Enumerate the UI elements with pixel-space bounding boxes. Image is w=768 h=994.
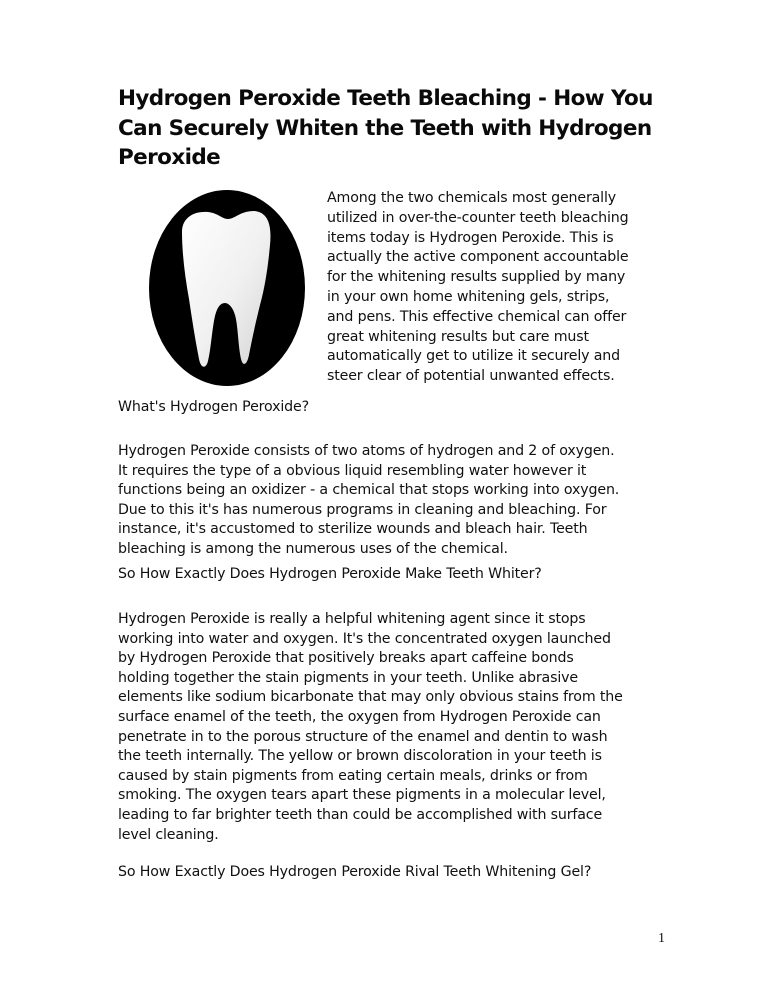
text-line: in your own home whitening gels, strips, — [327, 288, 610, 305]
text-line: automatically get to utilize it securely and — [327, 348, 620, 365]
text-line: elements like sodium bicarbonate that may only obvious stains from the — [118, 689, 623, 706]
page-number: 1 — [658, 931, 665, 946]
text-line: the teeth internally. The yellow or brown discoloration in your teeth is — [118, 748, 602, 765]
text-line: Among the two chemicals most generally — [327, 190, 617, 206]
text-line: steer clear of potential unwanted effects. — [327, 368, 615, 385]
title-line: Can Securely Whiten the Teeth with Hydrogen — [118, 115, 652, 141]
text-line: great whitening results but care must — [327, 328, 589, 345]
text-line: Due to this it's has numerous programs in cleaning and bleaching. For — [118, 501, 607, 518]
title-line: Peroxide — [118, 145, 221, 170]
text-line: instance, it's accustomed to sterilize wounds and bleach hair. Teeth — [118, 521, 588, 538]
section-heading-rival-gel: So How Exactly Does Hydrogen Peroxide Rival Teeth Whitening Gel? — [118, 864, 592, 880]
section-heading-how-whiter: So How Exactly Does Hydrogen Peroxide Make Teeth Whiter? — [118, 566, 542, 582]
text-line: by Hydrogen Peroxide that positively breaks apart caffeine bonds — [118, 650, 574, 667]
text-line: smoking. The oxygen tears apart these pigments in a molecular level, — [118, 787, 606, 804]
text-line: utilized in over-the-counter teeth bleaching — [327, 209, 629, 226]
text-line: working into water and oxygen. It's the concentrated oxygen launched — [118, 630, 611, 647]
intro-paragraph — [327, 189, 672, 387]
text-line: holding together the stain pigments in your teeth. Unlike abrasive — [118, 669, 578, 686]
text-line: items today is Hydrogen Peroxide. This is — [327, 229, 614, 246]
text-line: and pens. This effective chemical can offer — [327, 308, 627, 325]
text-line: penetrate in to the porous structure of the enamel and dentin to wash — [118, 728, 608, 745]
text-line: actually the active component accountable — [327, 249, 629, 266]
text-line: leading to far brighter teeth than could be accomplished with surface — [118, 806, 603, 823]
section-heading-what-is: What's Hydrogen Peroxide? — [118, 399, 309, 415]
text-line: It requires the type of a obvious liquid resembling water however it — [118, 462, 587, 479]
text-line: for the whitening results supplied by many — [327, 269, 626, 286]
text-line: level cleaning. — [118, 826, 219, 843]
text-line: caused by stain pigments from eating certain meals, drinks or from — [118, 767, 588, 784]
text-line: Hydrogen Peroxide consists of two atoms of hydrogen and 2 of oxygen. — [118, 443, 615, 459]
section-paragraph-what-is — [118, 442, 678, 560]
title-line: Hydrogen Peroxide Teeth Bleaching - How You — [118, 86, 653, 111]
tooth-image — [148, 189, 306, 387]
section-paragraph-how-whiter — [118, 610, 678, 845]
tooth-icon — [148, 189, 306, 387]
text-line: surface enamel of the teeth, the oxygen from Hydrogen Peroxide can — [118, 708, 601, 725]
document-title — [118, 84, 678, 173]
text-line: bleaching is among the numerous uses of the chemical. — [118, 540, 508, 557]
text-line: functions being an oxidizer - a chemical that stops working into oxygen. — [118, 482, 620, 499]
text-line: Hydrogen Peroxide is really a helpful whitening agent since it stops — [118, 611, 586, 627]
